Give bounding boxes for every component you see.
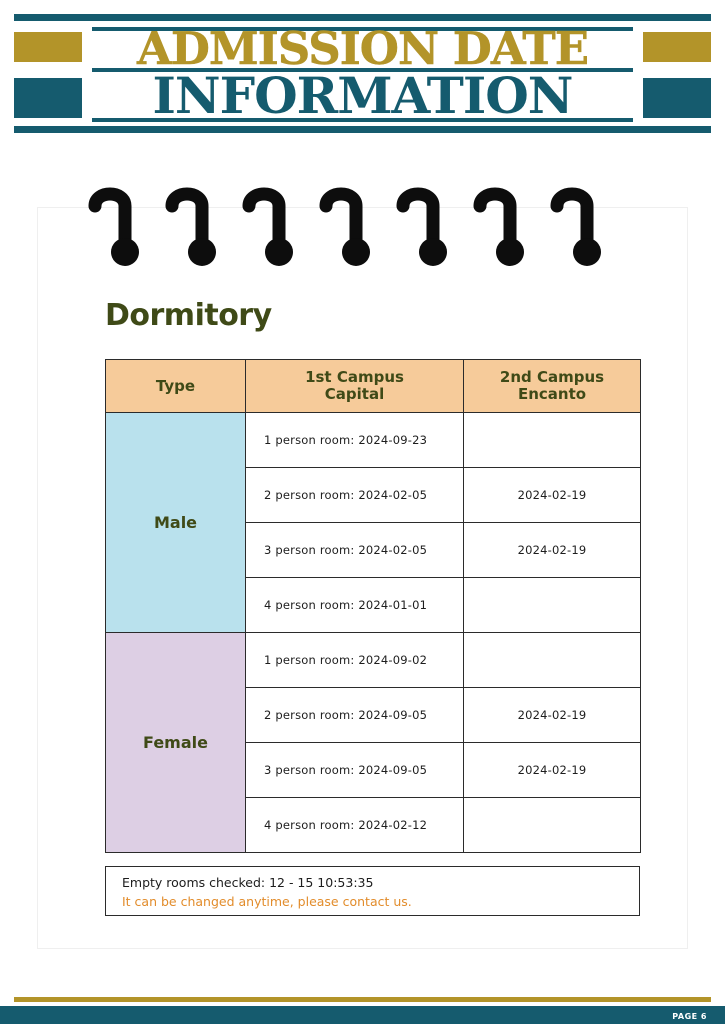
cell-campus1: 3 person room: 2024-02-05 — [246, 523, 464, 578]
dormitory-table — [105, 359, 641, 853]
column-header-campus-1-line-1: 1st Campus — [305, 368, 404, 386]
section-title-dormitory: Dormitory — [105, 298, 272, 333]
header-bottom-rule — [14, 126, 711, 133]
header-top-rule — [14, 14, 711, 21]
column-header-type: Type — [106, 360, 246, 413]
cell-campus1: 2 person room: 2024-09-05 — [246, 688, 464, 743]
cell-campus2: 2024-02-19 — [464, 743, 641, 798]
cell-campus2: 2024-02-19 — [464, 468, 641, 523]
cell-campus1: 1 person room: 2024-09-02 — [246, 633, 464, 688]
table-header — [106, 360, 641, 413]
column-header-campus-2-line-2: Encanto — [517, 385, 587, 403]
note-line-2: It can be changed anytime, please contact us. — [122, 894, 412, 909]
cell-campus1: 4 person room: 2024-02-12 — [246, 798, 464, 853]
page-footer — [0, 986, 725, 1024]
column-header-campus-1-line-2: Capital — [324, 385, 385, 403]
cell-campus2 — [464, 413, 641, 468]
column-header-campus-1 — [246, 360, 464, 413]
cell-campus1: 4 person room: 2024-01-01 — [246, 578, 464, 633]
table-header-row — [106, 360, 641, 413]
cell-campus1: 3 person room: 2024-09-05 — [246, 743, 464, 798]
page-title-line-2: INFORMATION — [152, 66, 573, 125]
group-label-female: Female — [106, 633, 246, 853]
footer-teal-bar — [0, 1006, 725, 1024]
cell-campus2 — [464, 578, 641, 633]
cell-campus1: 1 person room: 2024-09-23 — [246, 413, 464, 468]
table-row — [106, 413, 641, 468]
footer-gold-rule — [14, 997, 711, 1002]
page-header — [0, 0, 725, 146]
note-box — [105, 866, 640, 916]
column-header-campus-2 — [464, 360, 641, 413]
page-number-label: PAGE 6 — [672, 1012, 707, 1021]
dormitory-table-wrapper — [105, 359, 640, 853]
cell-campus2 — [464, 633, 641, 688]
cell-campus2 — [464, 798, 641, 853]
cell-campus2: 2024-02-19 — [464, 523, 641, 578]
table-body — [106, 413, 641, 853]
page-title-line-1: ADMISSION DATE — [136, 22, 589, 75]
table-row — [106, 633, 641, 688]
column-header-campus-2-line-1: 2nd Campus — [499, 368, 605, 386]
cell-campus1: 2 person room: 2024-02-05 — [246, 468, 464, 523]
cell-campus2: 2024-02-19 — [464, 688, 641, 743]
group-label-male: Male — [106, 413, 246, 633]
note-line-1: Empty rooms checked: 12 - 15 10:53:35 — [122, 875, 374, 890]
